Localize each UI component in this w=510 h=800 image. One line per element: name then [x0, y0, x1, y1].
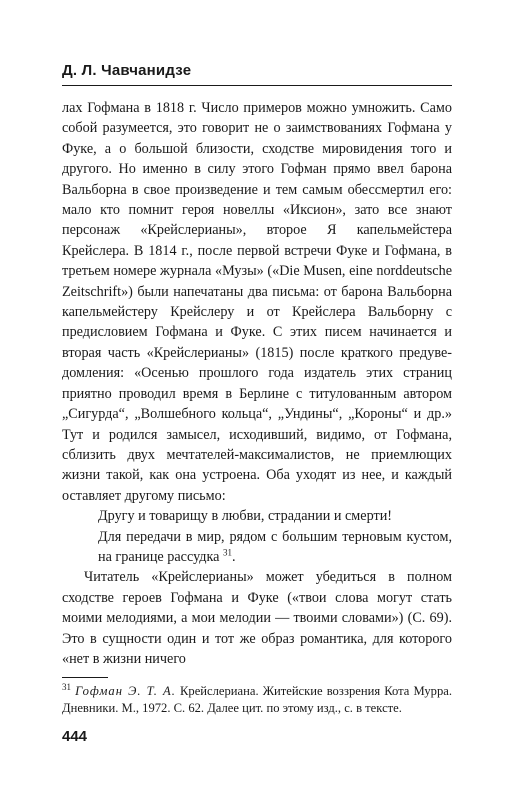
- page-number: 444: [62, 727, 88, 745]
- running-head: Д. Л. Чавчанидзе: [62, 62, 452, 86]
- paragraph-continued: лах Гофмана в 1818 г. Число примеров можно умножить. Само собой разумеется, это говорит не о заимствованиях Гофмана у Фуке, а о большой близости, сходстве мировидения того и другого. Но именно в силу этого Гофман прямо ввел барона Вальборна в свое произведение и тем самым обессмертил его: мало кто помнит героя новеллы «Иксион», зато все знают персонаж «Крейслерианы», второе Я капельмейстера Крейслера. В 1814 г., после первой встречи Фуке и Гофмана, в третьем номере журнала «Музы» («Die Musen, eine norddeutsche Zeitschrift») были напечатаны два письма: от барона Вальборна капельмейстеру Крейслеру и от Крейслера Вальборну с предисловием Гофмана и Фуке. С этих писем начинается и вторая часть «Крейслерианы» (1815) после краткого предуведомления: «Осенью прошлого года издатель этих страниц приятно проводил время в Берлине с титулованным автором „Сигурда“, „Волшебного кольца“, „Ундины“, „Короны“ и др.» Тут и родился замысел, исходивший, видимо, от Гофмана, сблизить двух мечтателей-максималистов, не приемлющих жизни такой, как она устроена. Оба уходят из нее, и каждый оставляет другому письмо:: [62, 100, 452, 504]
- book-page: [62, 62, 452, 746]
- footnote-text: Крейслериана. Житейские воззрения Кота Мурра. Дневники. М., 1972. С. 62. Далее цит. по этому изд., с. в тексте.: [62, 684, 452, 715]
- verse-line-text: Для передачи в мир, рядом с большим терновым кустом, на границе рассудка: [98, 528, 452, 565]
- verse-quote: [98, 506, 452, 567]
- footnote-divider: [62, 677, 108, 678]
- footnote: [62, 683, 452, 715]
- paragraph: Читатель «Крейслерианы» может убедиться в полном сходстве героев Гофмана и Фуке («твои слова могут стать моими мелодиями, а мои мелодии — твоими словами») (С. 69). Это в сущности один и тот же образ романтика, для которого «нет в жизни ничего: [62, 569, 452, 667]
- main-text: [62, 98, 452, 669]
- verse-line: Другу и товарищу в любви, страдании и смерти!: [98, 508, 393, 525]
- footnote-author: Гофман Э. Т. А.: [75, 684, 176, 699]
- footnote-reference: 31: [223, 547, 233, 558]
- footnote-number: 31: [62, 682, 71, 693]
- verse-line-with-ref: Для передачи в мир, рядом с большим терновым кустом, на границе рассудка $^{31}$.: [98, 528, 452, 565]
